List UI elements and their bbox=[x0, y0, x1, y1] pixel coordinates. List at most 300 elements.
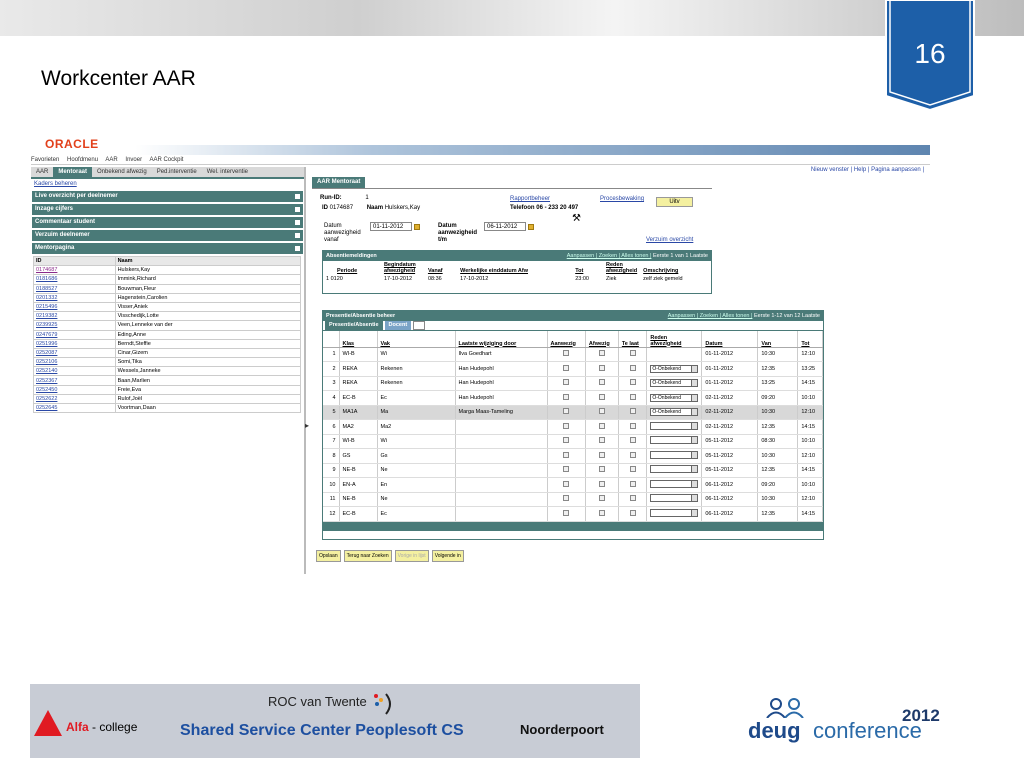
datum-cell: 05-11-2012 bbox=[702, 463, 758, 478]
col-tot[interactable]: Tot bbox=[575, 268, 584, 274]
tot-cell: 10:10 bbox=[798, 478, 823, 493]
student-id-link[interactable]: 0252106 bbox=[34, 358, 116, 367]
aanwezig-checkbox[interactable] bbox=[563, 350, 569, 356]
aanwezig-checkbox[interactable] bbox=[563, 394, 569, 400]
afwezig-checkbox[interactable] bbox=[599, 481, 605, 487]
page-tab-aar-mentoraat[interactable]: AAR Mentoraat bbox=[312, 177, 365, 188]
te-laat-checkbox[interactable] bbox=[630, 365, 636, 371]
reden-select[interactable] bbox=[650, 394, 698, 402]
grid-title: Presentie/Absentie beheer bbox=[326, 313, 396, 319]
datum-cell: 02-11-2012 bbox=[702, 420, 758, 435]
afwezig-checkbox[interactable] bbox=[599, 350, 605, 356]
naam-label: Naam bbox=[366, 205, 384, 211]
chevron-down-icon[interactable] bbox=[691, 395, 697, 401]
reden-select[interactable] bbox=[650, 379, 698, 387]
datum-vanaf-input-wrap bbox=[370, 222, 420, 231]
datum-cell: 02-11-2012 bbox=[702, 405, 758, 420]
deug-logo-word: deug bbox=[748, 718, 801, 743]
grid-links[interactable]: Aanpassen | Zoeken | Alles tonen | bbox=[667, 313, 753, 319]
student-name: Berndt,Steffie bbox=[115, 339, 300, 348]
breadcrumb-invoer[interactable]: Invoer bbox=[125, 157, 143, 163]
datum-cell: 01-11-2012 bbox=[702, 376, 758, 391]
chevron-down-icon[interactable] bbox=[691, 452, 697, 458]
col-omschrijving[interactable]: Omschrijving bbox=[643, 268, 679, 274]
calendar-icon[interactable] bbox=[528, 224, 534, 230]
student-name: Visschedijk,Lotte bbox=[115, 312, 300, 321]
van-cell: 09:20 bbox=[758, 478, 798, 493]
link-afmelden[interactable]: Afmelden bbox=[904, 161, 926, 167]
pagelet-inzage-cijfers[interactable] bbox=[32, 204, 303, 215]
aanwezig-checkbox-cell bbox=[547, 463, 585, 478]
right-panel bbox=[310, 167, 930, 574]
tot-cell: 14:15 bbox=[798, 463, 823, 478]
van-cell: 10:30 bbox=[758, 405, 798, 420]
presentie-grid bbox=[322, 310, 824, 540]
reden-select[interactable] bbox=[650, 436, 698, 444]
link-worklijst[interactable]: Worklijst bbox=[768, 161, 788, 167]
datum-vanaf-label: Datum aanwezigheid vanaf bbox=[324, 223, 361, 243]
aanwezig-checkbox[interactable] bbox=[563, 466, 569, 472]
deug-year: 2012 bbox=[902, 706, 940, 725]
klas-cell: NE-B bbox=[339, 463, 377, 478]
aanwezig-checkbox[interactable] bbox=[563, 379, 569, 385]
run-id-value: 1 bbox=[365, 195, 369, 201]
aanwezig-checkbox[interactable] bbox=[563, 495, 569, 501]
datum-tm-input[interactable]: 06-11-2012 bbox=[484, 222, 526, 231]
table-row bbox=[323, 434, 823, 449]
klas-cell: WI-B bbox=[339, 347, 377, 362]
te-laat-checkbox[interactable] bbox=[630, 394, 636, 400]
klas-cell: WI-B bbox=[339, 434, 377, 449]
id-value: 0174687 bbox=[329, 205, 354, 211]
aanwezig-checkbox[interactable] bbox=[563, 452, 569, 458]
table-row[interactable] bbox=[34, 293, 301, 302]
aanwezig-checkbox[interactable] bbox=[563, 408, 569, 414]
divider bbox=[312, 188, 712, 189]
chevron-down-icon[interactable] bbox=[691, 495, 697, 501]
aanwezig-checkbox[interactable] bbox=[563, 423, 569, 429]
vak-cell: Wi bbox=[377, 434, 455, 449]
datum-cell: 01-11-2012 bbox=[702, 362, 758, 377]
te-laat-checkbox[interactable] bbox=[630, 481, 636, 487]
collapse-icon[interactable] bbox=[295, 246, 300, 251]
chevron-down-icon[interactable] bbox=[691, 466, 697, 472]
chevron-down-icon[interactable] bbox=[691, 380, 697, 386]
pagelet-live-overzicht[interactable] bbox=[32, 191, 303, 202]
row-number: 2 bbox=[323, 362, 339, 377]
grid-header bbox=[323, 251, 711, 261]
tab-onbekend-afwezig[interactable]: Onbekend afwezig bbox=[97, 169, 147, 175]
reden-select[interactable] bbox=[650, 365, 698, 373]
student-id-link[interactable]: 0181686 bbox=[34, 275, 116, 284]
afwezig-checkbox[interactable] bbox=[599, 379, 605, 385]
col-naam: Naam bbox=[115, 257, 300, 266]
table-row bbox=[323, 449, 823, 464]
grid-pager[interactable]: Eerste 1-12 van 12 Laatste bbox=[753, 313, 820, 319]
chevron-down-icon[interactable] bbox=[691, 409, 697, 415]
student-name: Bouwman,Fleur bbox=[115, 284, 300, 293]
table-row[interactable] bbox=[34, 275, 301, 284]
link-multikanaal[interactable]: Multikanaalconsole bbox=[797, 161, 841, 167]
deug-people-icon bbox=[764, 698, 810, 718]
pagelet-label: Live overzicht per deelnemer bbox=[35, 193, 118, 199]
col-einddatum[interactable]: Werkelijke einddatum Afw bbox=[460, 268, 529, 274]
tools-icon[interactable]: ⚒ bbox=[572, 213, 581, 224]
col-datum[interactable]: Datum bbox=[702, 331, 758, 347]
pagelet-label: Verzuim deelnemer bbox=[35, 232, 90, 238]
breadcrumb-favorieten[interactable]: Favorieten bbox=[31, 157, 60, 163]
reden-select[interactable] bbox=[650, 509, 698, 517]
oracle-logo: ORACLE bbox=[45, 137, 99, 151]
alfa-college-logo-icon bbox=[34, 710, 62, 736]
datum-vanaf-input[interactable]: 01-11-2012 bbox=[370, 222, 412, 231]
table-row[interactable] bbox=[34, 339, 301, 348]
cell: 17-10-2012 bbox=[383, 276, 413, 282]
chevron-down-icon[interactable] bbox=[691, 481, 697, 487]
datum-tm-label: Datum aanwezigheid t/m bbox=[438, 223, 478, 243]
afwezig-checkbox-cell bbox=[585, 434, 618, 449]
student-id-link[interactable]: 0252645 bbox=[34, 404, 116, 413]
row-number: 10 bbox=[323, 478, 339, 493]
vorige-in-lijst-button[interactable]: Vorige in lijst bbox=[395, 550, 429, 562]
rapportbeheer-link[interactable]: Rapportbeheer bbox=[510, 196, 551, 202]
wijziging-cell bbox=[455, 507, 547, 522]
vak-cell: Gs bbox=[377, 449, 455, 464]
te-laat-checkbox[interactable] bbox=[630, 466, 636, 472]
deug-conference-word: conference bbox=[813, 718, 922, 743]
col-van[interactable]: Van bbox=[758, 331, 798, 347]
table-row[interactable] bbox=[34, 302, 301, 311]
te-laat-checkbox-cell bbox=[618, 420, 646, 435]
klas-cell: REKA bbox=[339, 362, 377, 377]
cell: Ziek bbox=[606, 276, 617, 282]
student-id-link[interactable]: 0174687 bbox=[34, 266, 116, 275]
table-row bbox=[323, 405, 823, 420]
table-row[interactable] bbox=[34, 385, 301, 394]
noorderpoort-logo: Noorderpoort bbox=[520, 722, 604, 737]
breadcrumb-hoofdmenu[interactable]: Hoofdmenu bbox=[67, 157, 99, 163]
table-row[interactable] bbox=[34, 348, 301, 357]
student-id-link[interactable]: 0252087 bbox=[34, 348, 116, 357]
col-klas[interactable]: Klas bbox=[339, 331, 377, 347]
te-laat-checkbox[interactable] bbox=[630, 379, 636, 385]
expand-icon[interactable] bbox=[295, 220, 300, 225]
table-row[interactable] bbox=[34, 321, 301, 330]
te-laat-checkbox[interactable] bbox=[630, 495, 636, 501]
te-laat-checkbox-cell bbox=[618, 391, 646, 406]
tab-ped-interventie[interactable]: Ped.interventie bbox=[156, 169, 197, 175]
tot-cell: 12:10 bbox=[798, 347, 823, 362]
afwezig-checkbox[interactable] bbox=[599, 408, 605, 414]
grid-header bbox=[323, 311, 823, 321]
tab-mentoraat[interactable]: Mentoraat bbox=[53, 167, 92, 177]
student-id-link[interactable]: 0252450 bbox=[34, 385, 116, 394]
left-panel bbox=[31, 167, 306, 574]
run-id-field bbox=[320, 195, 369, 201]
reden-value: O-Onbekend bbox=[652, 365, 681, 372]
absentiemeldingen-grid bbox=[322, 250, 712, 294]
col-begindatum[interactable]: Begindatum afwezigheid bbox=[383, 262, 416, 274]
aanwezig-checkbox-cell bbox=[547, 420, 585, 435]
pagelet-label: Commentaar student bbox=[35, 219, 96, 225]
uitv-button[interactable]: Uitv bbox=[656, 197, 693, 207]
vak-cell: Ec bbox=[377, 391, 455, 406]
breadcrumb-aar[interactable]: AAR bbox=[105, 157, 118, 163]
expand-icon[interactable] bbox=[295, 233, 300, 238]
table-row bbox=[323, 275, 711, 283]
aanwezig-checkbox-cell bbox=[547, 376, 585, 391]
table-row[interactable] bbox=[34, 266, 301, 275]
grid-nav bbox=[567, 251, 708, 261]
wijziging-cell bbox=[455, 420, 547, 435]
reden-value: O-Onbekend bbox=[652, 394, 681, 401]
reden-cell bbox=[647, 449, 702, 464]
alfa-rest: - college bbox=[92, 720, 138, 734]
roc-dots-icon bbox=[370, 692, 394, 716]
col-vak[interactable]: Vak bbox=[377, 331, 455, 347]
student-id-link[interactable]: 0219382 bbox=[34, 312, 116, 321]
student-name: Cinar,Gizem bbox=[115, 348, 300, 357]
reden-cell bbox=[647, 463, 702, 478]
afwezig-checkbox-cell bbox=[585, 347, 618, 362]
van-cell: 12:35 bbox=[758, 362, 798, 377]
chevron-down-icon[interactable] bbox=[691, 510, 697, 516]
student-name: Wessels,Janneke bbox=[115, 367, 300, 376]
te-laat-checkbox-cell bbox=[618, 507, 646, 522]
slide-number: 16 bbox=[914, 38, 946, 69]
table-row[interactable] bbox=[34, 312, 301, 321]
klas-cell: GS bbox=[339, 449, 377, 464]
kaders-beheren-link[interactable]: Kaders beheren bbox=[34, 181, 77, 187]
reden-value: O-Onbekend bbox=[652, 409, 681, 416]
link-inbox[interactable]: Inbox bbox=[746, 161, 759, 167]
col-afwezig[interactable]: Afwezig bbox=[585, 331, 618, 347]
col-vanaf[interactable]: Vanaf bbox=[427, 268, 443, 274]
reden-select[interactable] bbox=[650, 408, 698, 416]
row-number: 7 bbox=[323, 434, 339, 449]
grid-nav bbox=[668, 311, 820, 321]
te-laat-checkbox[interactable] bbox=[630, 437, 636, 443]
table-row[interactable] bbox=[34, 330, 301, 339]
pagelet-commentaar[interactable] bbox=[32, 217, 303, 228]
te-laat-checkbox-cell bbox=[618, 347, 646, 362]
te-laat-checkbox-cell bbox=[618, 362, 646, 377]
mentor-table bbox=[33, 256, 301, 413]
table-row bbox=[323, 463, 823, 478]
vak-cell: Ma2 bbox=[377, 420, 455, 435]
afwezig-checkbox[interactable] bbox=[599, 510, 605, 516]
klas-cell: EN-A bbox=[339, 478, 377, 493]
tot-cell: 12:10 bbox=[798, 405, 823, 420]
te-laat-checkbox[interactable] bbox=[630, 423, 636, 429]
ssc-peoplesoft-label: Shared Service Center Peoplesoft CS bbox=[180, 722, 464, 739]
reden-select[interactable] bbox=[650, 422, 698, 430]
student-id-link[interactable]: 0252367 bbox=[34, 376, 116, 385]
col-tot[interactable]: Tot bbox=[798, 331, 823, 347]
calendar-icon[interactable] bbox=[414, 224, 420, 230]
datum-cell: 05-11-2012 bbox=[702, 449, 758, 464]
slide-top-band bbox=[0, 0, 1024, 36]
afwezig-checkbox[interactable] bbox=[599, 452, 605, 458]
col-te-laat[interactable]: Te laat bbox=[618, 331, 646, 347]
table-row bbox=[323, 507, 823, 522]
te-laat-checkbox[interactable] bbox=[630, 452, 636, 458]
chevron-down-icon[interactable] bbox=[691, 366, 697, 372]
reden-select[interactable] bbox=[650, 465, 698, 473]
tot-cell: 12:10 bbox=[798, 449, 823, 464]
breadcrumb bbox=[31, 155, 930, 165]
link-favorieten[interactable]: Toev. aan favorieten bbox=[850, 161, 895, 167]
col-reden[interactable]: Reden afwezigheid bbox=[606, 262, 638, 274]
student-id-link[interactable]: 0239925 bbox=[34, 321, 116, 330]
cell: 23:00 bbox=[575, 276, 589, 282]
tot-cell: 10:10 bbox=[798, 391, 823, 406]
student-name: Somi,Tika bbox=[115, 358, 300, 367]
reden-cell bbox=[647, 405, 702, 420]
afwezig-checkbox[interactable] bbox=[599, 365, 605, 371]
procesbewaking-link[interactable]: Procesbewaking bbox=[600, 196, 645, 202]
student-name: Visser,Aniek bbox=[115, 302, 300, 311]
te-laat-checkbox[interactable] bbox=[630, 510, 636, 516]
student-name: Voortman,Daan bbox=[115, 404, 300, 413]
telefoon-value: 06 - 233 20 497 bbox=[536, 205, 579, 211]
chevron-down-icon[interactable] bbox=[691, 423, 697, 429]
tot-cell: 13:25 bbox=[798, 362, 823, 377]
window-links[interactable]: Nieuw venster | Help | Pagina aanpassen | bbox=[810, 167, 924, 173]
afwezig-checkbox-cell bbox=[585, 492, 618, 507]
aanwezig-checkbox[interactable] bbox=[563, 365, 569, 371]
afwezig-checkbox[interactable] bbox=[599, 495, 605, 501]
tab-aar[interactable]: AAR bbox=[36, 169, 49, 175]
wijziging-cell bbox=[455, 478, 547, 493]
tab-wel-interventie[interactable]: Wel. interventie bbox=[206, 169, 248, 175]
van-cell: 10:30 bbox=[758, 492, 798, 507]
col-aanwezig[interactable]: Aanwezig bbox=[547, 331, 585, 347]
table-row[interactable] bbox=[34, 284, 301, 293]
col-reden[interactable]: Reden afwezigheid bbox=[647, 331, 702, 347]
cell: 17-10-2012 bbox=[460, 276, 489, 282]
te-laat-checkbox-cell bbox=[618, 434, 646, 449]
afwezig-checkbox-cell bbox=[585, 463, 618, 478]
row-number: 12 bbox=[323, 507, 339, 522]
verzuim-overzicht-link[interactable]: Verzuim overzicht bbox=[646, 237, 694, 243]
van-cell: 10:30 bbox=[758, 347, 798, 362]
tot-cell: 12:10 bbox=[798, 492, 823, 507]
reden-select[interactable] bbox=[650, 494, 698, 502]
vak-cell: En bbox=[377, 478, 455, 493]
afwezig-checkbox[interactable] bbox=[599, 466, 605, 472]
aanwezig-checkbox-cell bbox=[547, 478, 585, 493]
table-row[interactable] bbox=[34, 394, 301, 403]
afwezig-checkbox[interactable] bbox=[599, 437, 605, 443]
wijziging-cell: Han Hudepohl bbox=[455, 362, 547, 377]
run-id-label: Run-ID: bbox=[320, 195, 342, 201]
row-number: 8 bbox=[323, 449, 339, 464]
reden-select[interactable] bbox=[650, 480, 698, 488]
pagelet-verzuim[interactable] bbox=[32, 230, 303, 241]
student-id-link[interactable]: 0201332 bbox=[34, 293, 116, 302]
reden-select[interactable] bbox=[650, 451, 698, 459]
aanwezig-checkbox-cell bbox=[547, 347, 585, 362]
presentie-subtabs bbox=[323, 321, 823, 331]
chevron-down-icon[interactable] bbox=[691, 437, 697, 443]
col-wijziging[interactable]: Laatste wijziging door bbox=[455, 331, 547, 347]
expand-icon[interactable] bbox=[295, 194, 300, 199]
bottom-toolbar bbox=[316, 550, 464, 562]
partner-logos-bar bbox=[30, 684, 640, 758]
aanwezig-checkbox[interactable] bbox=[563, 481, 569, 487]
afwezig-checkbox[interactable] bbox=[599, 423, 605, 429]
vak-cell: Ma bbox=[377, 405, 455, 420]
klas-cell: EC-B bbox=[339, 507, 377, 522]
id-field bbox=[322, 205, 420, 211]
van-cell: 08:30 bbox=[758, 434, 798, 449]
wijziging-cell: Han Hudepohl bbox=[455, 391, 547, 406]
student-id-link[interactable]: 0215496 bbox=[34, 302, 116, 311]
table-row bbox=[323, 391, 823, 406]
id-label: ID bbox=[322, 205, 328, 211]
student-name: Immink,Richard bbox=[115, 275, 300, 284]
alfa-brand: Alfa bbox=[66, 720, 89, 734]
afwezig-checkbox-cell bbox=[585, 405, 618, 420]
student-id-link[interactable]: 0251996 bbox=[34, 339, 116, 348]
student-id-link[interactable]: 0252140 bbox=[34, 367, 116, 376]
table-row[interactable] bbox=[34, 376, 301, 385]
table-row[interactable] bbox=[34, 358, 301, 367]
aanwezig-checkbox[interactable] bbox=[563, 437, 569, 443]
absent-table bbox=[323, 261, 711, 283]
afwezig-checkbox[interactable] bbox=[599, 394, 605, 400]
student-id-link[interactable]: 0188527 bbox=[34, 284, 116, 293]
te-laat-checkbox[interactable] bbox=[630, 408, 636, 414]
splitter-arrow-icon[interactable]: ▸ bbox=[305, 421, 310, 430]
table-row bbox=[323, 478, 823, 493]
klas-cell: NE-B bbox=[339, 492, 377, 507]
aanwezig-checkbox-cell bbox=[547, 391, 585, 406]
slide-title: Workcenter AAR bbox=[41, 67, 196, 90]
terug-naar-zoeken-button[interactable]: Terug naar Zoeken bbox=[344, 550, 392, 562]
student-id-link[interactable]: 0252622 bbox=[34, 394, 116, 403]
table-row bbox=[323, 376, 823, 391]
student-id-link[interactable]: 0247679 bbox=[34, 330, 116, 339]
subtab-presentie[interactable]: Presentie/Absentie bbox=[325, 321, 383, 330]
van-cell: 13:25 bbox=[758, 376, 798, 391]
aanwezig-checkbox-cell bbox=[547, 492, 585, 507]
expand-icon[interactable] bbox=[295, 207, 300, 212]
grid-links[interactable]: Aanpassen | Zoeken | Alles tonen | bbox=[566, 253, 652, 259]
col-periode[interactable]: Periode bbox=[337, 268, 358, 274]
pagelet-label: Inzage cijfers bbox=[35, 206, 74, 212]
te-laat-checkbox-cell bbox=[618, 492, 646, 507]
grid-pager[interactable]: Eerste 1 van 1 Laatste bbox=[652, 253, 708, 259]
van-cell: 12:35 bbox=[758, 463, 798, 478]
opslaan-button[interactable]: Opslaan bbox=[316, 550, 341, 562]
datum-cell: 06-11-2012 bbox=[702, 492, 758, 507]
te-laat-checkbox[interactable] bbox=[630, 350, 636, 356]
aanwezig-checkbox[interactable] bbox=[563, 510, 569, 516]
volgende-in-button[interactable]: Volgende in bbox=[432, 550, 464, 562]
table-row[interactable] bbox=[34, 367, 301, 376]
van-cell: 10:30 bbox=[758, 449, 798, 464]
cell: 1 0120 bbox=[326, 276, 343, 282]
van-cell: 12:35 bbox=[758, 507, 798, 522]
breadcrumb-aar-cockpit[interactable]: AAR Cockpit bbox=[149, 157, 184, 163]
tot-cell: 14:15 bbox=[798, 507, 823, 522]
table-row[interactable] bbox=[34, 404, 301, 413]
show-all-columns-icon[interactable] bbox=[413, 321, 425, 330]
subtab-docent[interactable]: Docent bbox=[385, 321, 412, 330]
datum-cell: 05-11-2012 bbox=[702, 434, 758, 449]
